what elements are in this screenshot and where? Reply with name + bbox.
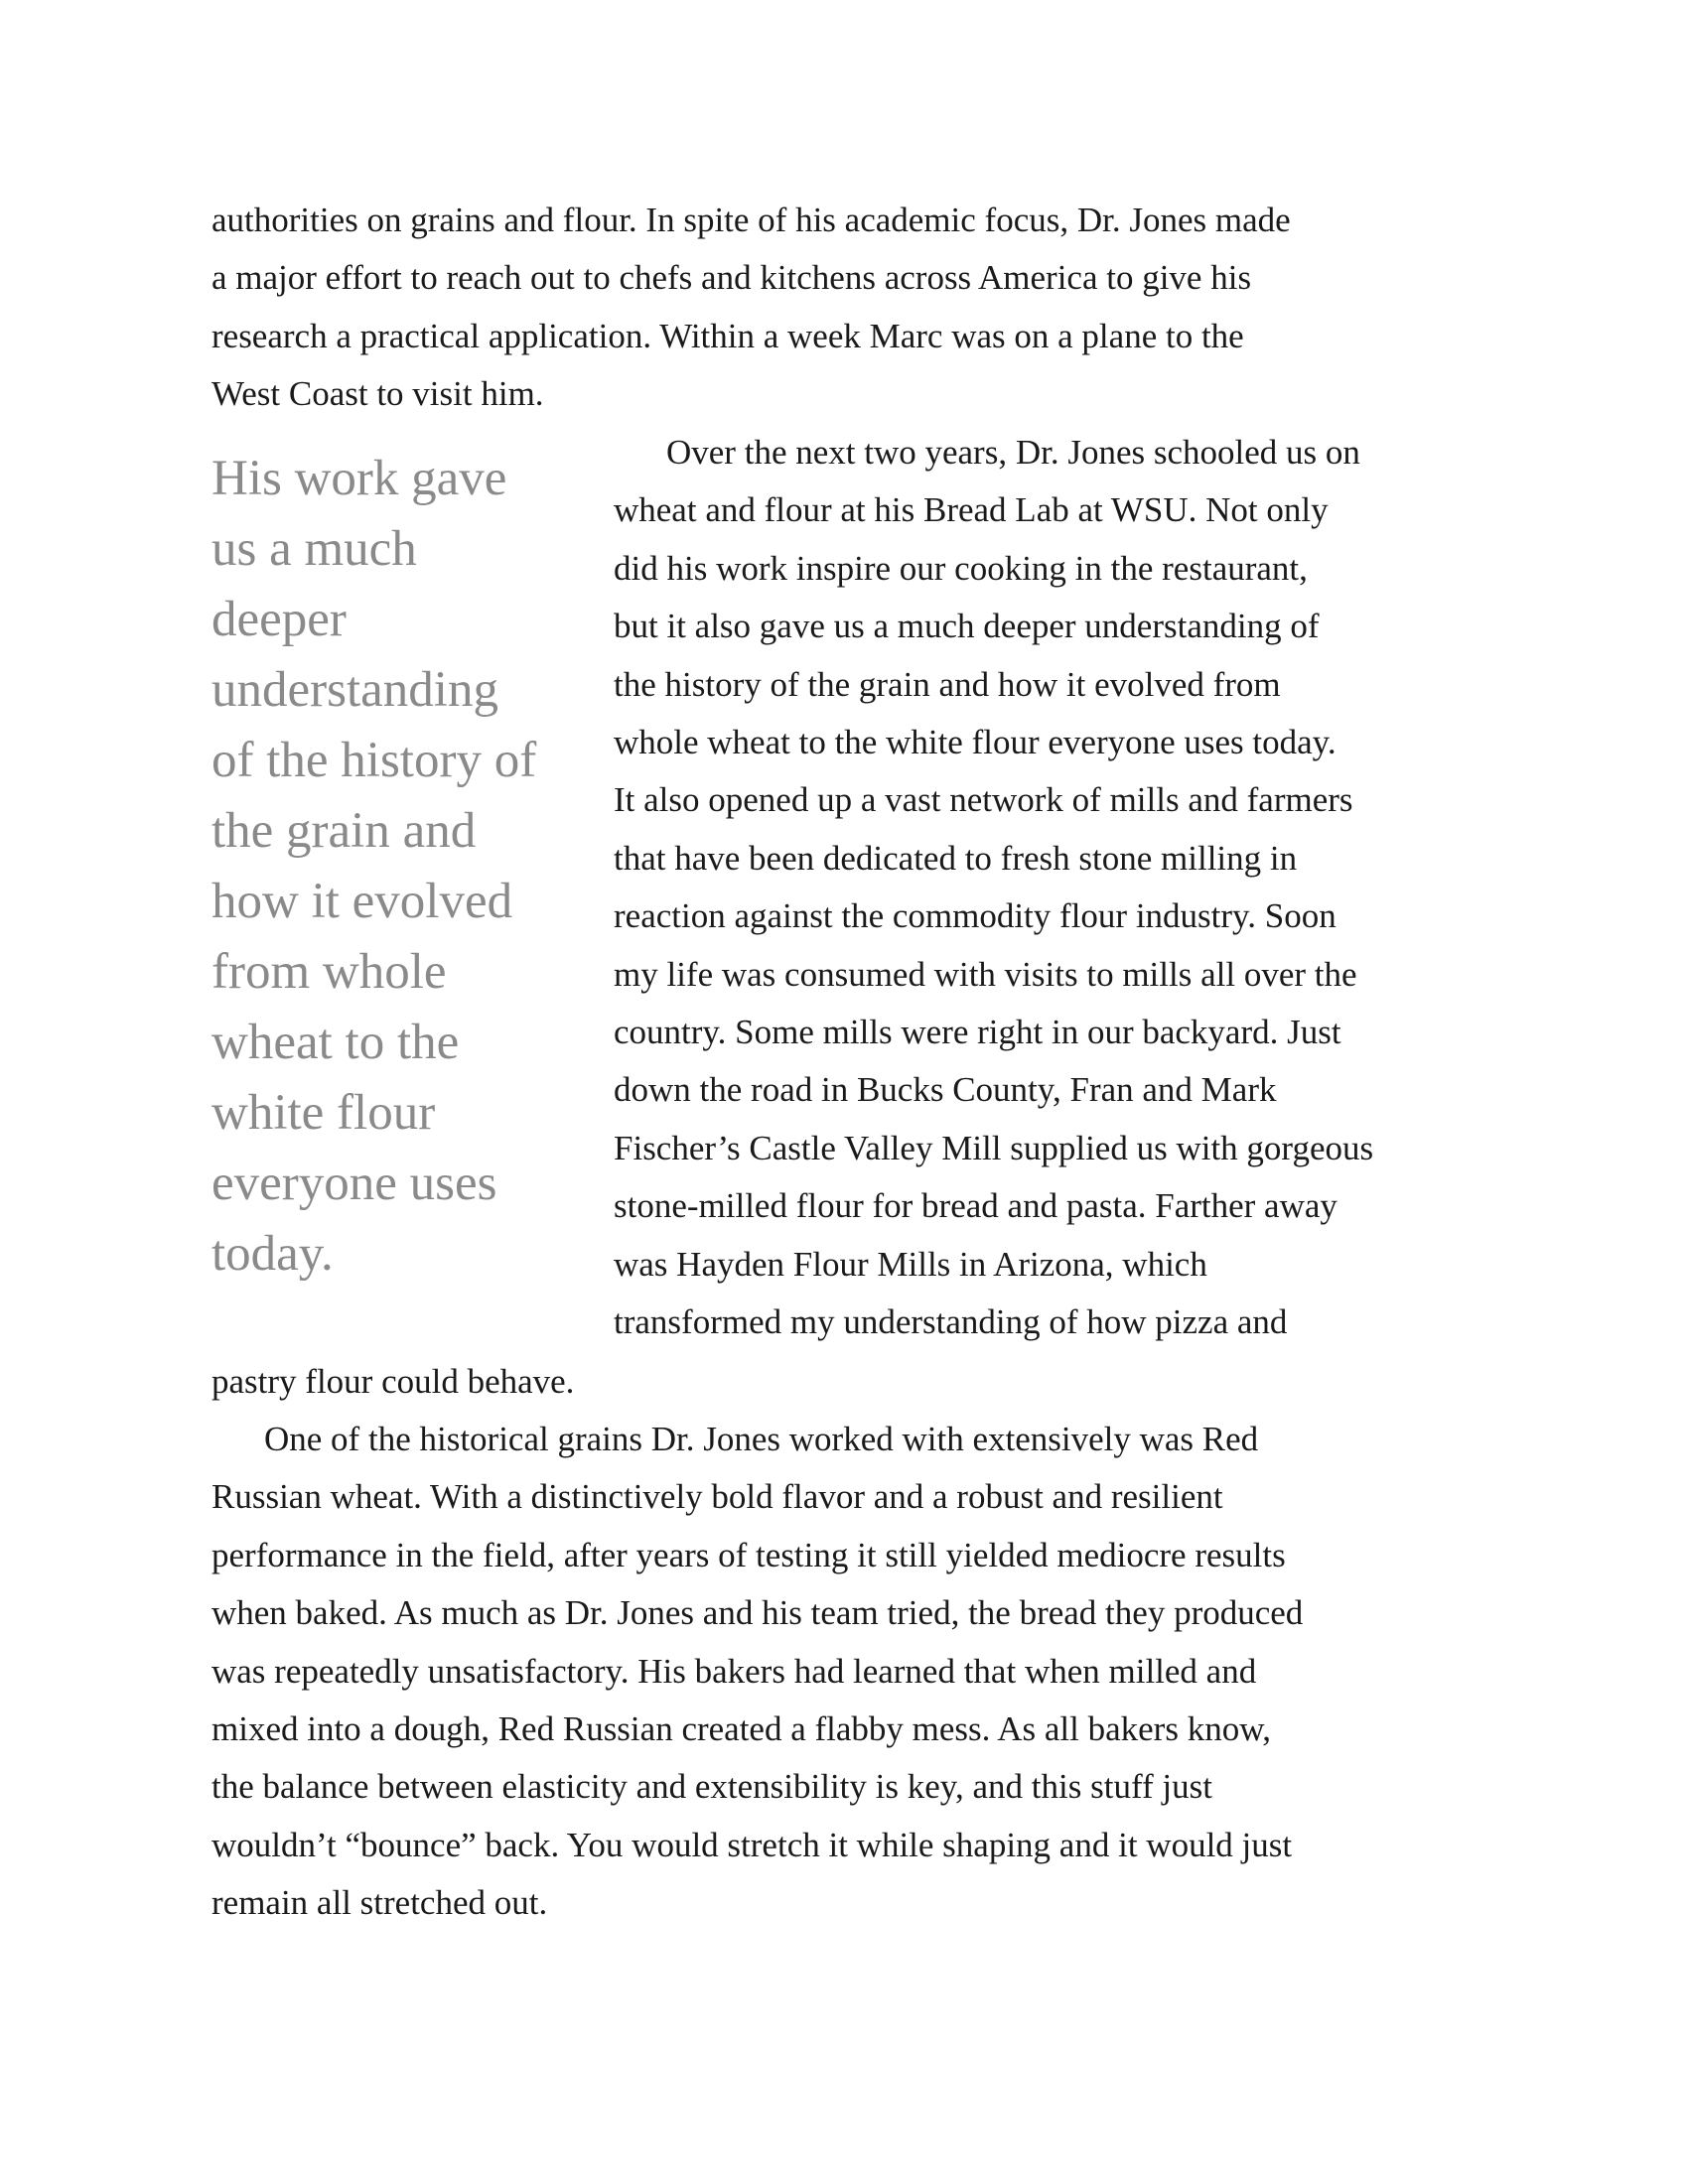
pull-quote-line: deeper [211,592,347,647]
pull-quote-line: understanding [211,662,498,718]
paragraph-3-line: mixed into a dough, Red Russian created a flabby mess. As all bakers know, [211,1709,1271,1749]
paragraph-3-line: Russian wheat. With a distinctively bold flavor and a robust and resilient [211,1477,1223,1517]
pull-quote-line: how it evolved [211,874,513,929]
paragraph-2-line: did his work inspire our cooking in the restaurant, [614,548,1308,588]
pull-quote-line: the grain and [211,803,477,859]
paragraph-3 [211,1411,1502,1933]
pull-quote-line: everyone uses [211,1156,497,1211]
pull-quote-line: wheat to the [211,1015,460,1070]
paragraph-2-line: stone-milled flour for bread and pasta. Farther away [614,1186,1337,1226]
paragraph-2-line: transformed my understanding of how pizza and [614,1302,1288,1342]
paragraph-1-line: research a practical application. Within a week Marc was on a plane to the [211,316,1244,355]
paragraph-3-line: performance in the field, after years of testing it still yielded mediocre results [211,1535,1286,1574]
pull-quote-line: of the history of [211,733,537,788]
paragraph-2-line: It also opened up a vast network of mills and farmers [614,780,1353,820]
paragraph-2-tail: pastry flour could behave. [211,1362,575,1401]
paragraph-1 [211,192,1502,424]
pull-quote-line: us a much [211,521,417,577]
paragraph-2-line: reaction against the commodity flour industry. Soon [614,896,1336,936]
paragraph-2-line: whole wheat to the white flour everyone uses today. [614,723,1336,762]
paragraph-3-line: One of the historical grains Dr. Jones worked with extensively was Red [264,1420,1259,1458]
pull-quote-line: today. [211,1226,334,1282]
paragraph-2-line: down the road in Bucks County, Fran and Mark [614,1070,1277,1110]
paragraph-2-line: my life was consumed with visits to mills all over the [614,954,1357,994]
paragraph-3-line: when baked. As much as Dr. Jones and his team tried, the bread they produced [211,1593,1304,1633]
paragraph-3-line: remain all stretched out. [211,1883,548,1923]
pull-quote [211,444,609,1290]
paragraph-2-line: was Hayden Flour Mills in Arizona, which [614,1244,1207,1284]
paragraph-1-line: authorities on grains and flour. In spite of his academic focus, Dr. Jones made [211,201,1291,239]
paragraph-1-line: a major effort to reach out to chefs and kitchens across America to give his [211,258,1252,298]
paragraph-3-line: the balance between elasticity and extensibility is key, and this stuff just [211,1767,1212,1807]
pull-quote-line: from whole [211,944,447,1000]
paragraph-2-line: Over the next two years, Dr. Jones schooled us on [666,433,1360,472]
pull-quote-line: white flour [211,1085,436,1141]
pull-quote-line: His work gave [211,451,507,506]
paragraph-2-line: that have been dedicated to fresh stone milling in [614,838,1298,878]
paragraph-3-line: was repeatedly unsatisfactory. His bakers had learned that when milled and [211,1651,1257,1691]
paragraph-2-line: country. Some mills were right in our backyard. Just [614,1013,1341,1052]
paragraph-2-line: wheat and flour at his Bread Lab at WSU. Not only [614,490,1329,530]
paragraph-1-line: West Coast to visit him. [211,374,544,414]
paragraph-2-line: but it also gave us a much deeper understanding of [614,607,1320,646]
paragraph-3-line: wouldn’t “bounce” back. You would stretch it while shaping and it would just [211,1825,1293,1864]
paragraph-2 [614,424,1507,1352]
paragraph-2-line: Fischer’s Castle Valley Mill supplied us with gorgeous [614,1128,1374,1167]
paragraph-2-line: the history of the grain and how it evolved from [614,664,1281,704]
